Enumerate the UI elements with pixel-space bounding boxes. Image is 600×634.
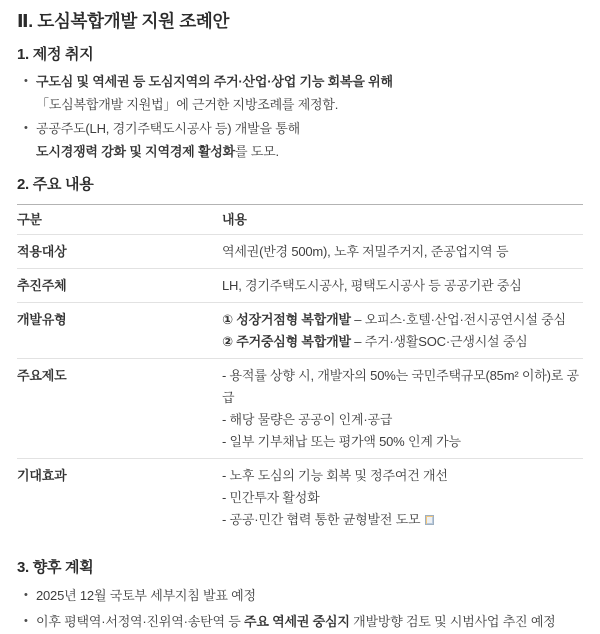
bullet-text: 개발방향 검토 및 시범사업 추진 예정 xyxy=(349,614,556,629)
cell-line: - 용적률 상향 시, 개발자의 50%는 국민주택규모(85m² 이하)로 공급 xyxy=(222,368,579,405)
section-purpose-heading: 1. 제정 취지 xyxy=(17,46,94,63)
purpose-bullet-list xyxy=(17,70,583,163)
table-row xyxy=(17,303,583,359)
table-row xyxy=(17,459,583,537)
table-row xyxy=(17,359,583,459)
bullet-text-bold: 주요 역세권 중심지 xyxy=(244,614,350,629)
row-content xyxy=(222,303,583,359)
table-row xyxy=(17,269,583,303)
row-content xyxy=(222,235,583,269)
bullet-icon: • xyxy=(24,615,28,627)
cell-line xyxy=(222,309,583,331)
row-content xyxy=(222,269,583,303)
cell-line-text: - 공공·민간 협력 통한 균형발전 도모 xyxy=(222,512,421,527)
row-label: 기대효과 xyxy=(17,468,67,483)
inline-marker-icon xyxy=(425,515,434,525)
bullet-text: 2025년 12월 국토부 세부지침 발표 예정 xyxy=(36,588,256,603)
list-item xyxy=(17,609,583,634)
cell-line xyxy=(222,331,583,353)
row-label: 적용대상 xyxy=(17,235,222,269)
row-label: 주요제도 xyxy=(17,359,222,459)
section-purpose xyxy=(17,45,583,163)
bullet-text-bold: 도시경쟁력 강화 및 지역경제 활성화 xyxy=(36,144,236,159)
section-plans xyxy=(17,558,583,634)
row-content xyxy=(222,359,583,459)
bullet-text: 공공주도(LH, 경기주택도시공사 등) 개발을 통해 xyxy=(36,121,300,136)
bullet-icon: • xyxy=(24,122,28,134)
bullet-text: 「도심복합개발 지원법」에 근거한 지방조례를 제정함. xyxy=(36,97,339,112)
table-header-row xyxy=(17,205,583,235)
row-label: 추진주체 xyxy=(17,269,222,303)
cell-line-bold: ② 주거중심형 복합개발 xyxy=(222,334,351,349)
page-title: Ⅱ. 도심복합개발 지원 조례안 xyxy=(17,11,230,31)
section-plans-heading: 3. 향후 계획 xyxy=(17,559,94,576)
plans-bullet-list xyxy=(17,583,583,634)
bullet-icon: • xyxy=(24,75,28,87)
column-header-detail: 내용 xyxy=(222,205,583,235)
cell-line: LH, 경기주택도시공사, 평택도시공사 등 공공기관 중심 xyxy=(222,278,522,293)
cell-line-text: – 주거·생활SOC·근생시설 중심 xyxy=(350,334,528,349)
bullet-icon: • xyxy=(24,589,28,601)
cell-line: 역세권(반경 500m), 노후 저밀주거지, 준공업지역 등 xyxy=(222,244,509,259)
list-item xyxy=(17,117,583,163)
cell-line: - 일부 기부채납 또는 평가액 50% 인계 가능 xyxy=(222,434,461,449)
cell-line-text: – 오피스·호텔·산업·전시공연시설 중심 xyxy=(350,312,566,327)
bullet-text: 를 도모. xyxy=(235,144,279,159)
column-header-category: 구분 xyxy=(17,205,222,235)
cell-line: - 민간투자 활성화 xyxy=(222,490,320,505)
contents-table xyxy=(17,204,583,536)
cell-line: - 노후 도심의 기능 회복 및 정주여건 개선 xyxy=(222,468,448,483)
row-content xyxy=(222,459,583,537)
section-contents-heading: 2. 주요 내용 xyxy=(17,176,94,193)
bullet-text: 구도심 및 역세권 등 도심지역의 주거·산업·상업 기능 회복을 위해 xyxy=(36,74,393,89)
cell-line xyxy=(222,509,583,531)
row-label: 개발유형 xyxy=(17,303,222,359)
cell-line-bold: ① 성장거점형 복합개발 xyxy=(222,312,351,327)
cell-line: - 해당 물량은 공공이 인계·공급 xyxy=(222,412,393,427)
list-item xyxy=(17,70,583,116)
list-item xyxy=(17,583,583,608)
table-row xyxy=(17,235,583,269)
section-contents xyxy=(17,175,583,536)
bullet-text: 이후 평택역·서정역·진위역·송탄역 등 xyxy=(36,614,244,629)
